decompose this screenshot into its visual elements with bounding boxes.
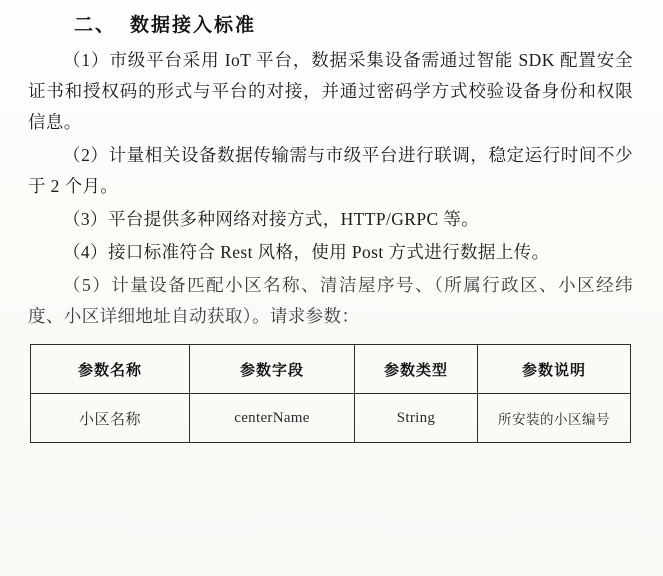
paragraph-5: （5）计量设备匹配小区名称、清洁屋序号、（所属行政区、小区经纬度、小区详细地址自动获取）。请求参数：	[28, 275, 633, 326]
paragraph-3: （3）平台提供多种网络对接方式，HTTP/GRPC 等。	[63, 209, 480, 229]
section-title-text: 数据接入标准	[130, 15, 257, 36]
table-cell-param-field: centerName	[190, 394, 355, 443]
table-cell-param-type: String	[355, 394, 478, 443]
table-header-cell-param-type: 参数类型	[355, 345, 478, 394]
paragraph-2: （2）计量相关设备数据传输需与市级平台进行联调，稳定运行时间不少于 2 个月。	[28, 145, 633, 196]
table-cell-param-desc: 所安装的小区编号	[478, 394, 631, 443]
parameter-table-wrapper	[28, 344, 633, 443]
paragraph-1: （1）市级平台采用 IoT 平台，数据采集设备需通过智能 SDK 配置安全证书和授权码的形式与平台的对接，并通过密码学方式校验设备身份和权限信息。	[28, 50, 633, 132]
table-header-cell-param-field: 参数字段	[190, 345, 355, 394]
table-header-cell-param-desc: 参数说明	[478, 345, 631, 394]
table-row	[31, 394, 631, 443]
table-header-cell-param-name: 参数名称	[31, 345, 190, 394]
table-header-row	[31, 345, 631, 394]
section-number: 二、	[74, 15, 117, 36]
paragraph-4: （4）接口标准符合 Rest 风格，使用 Post 方式进行数据上传。	[63, 242, 550, 262]
parameter-table	[30, 344, 631, 443]
table-cell-param-name: 小区名称	[31, 394, 190, 443]
page-title	[28, 10, 633, 37]
